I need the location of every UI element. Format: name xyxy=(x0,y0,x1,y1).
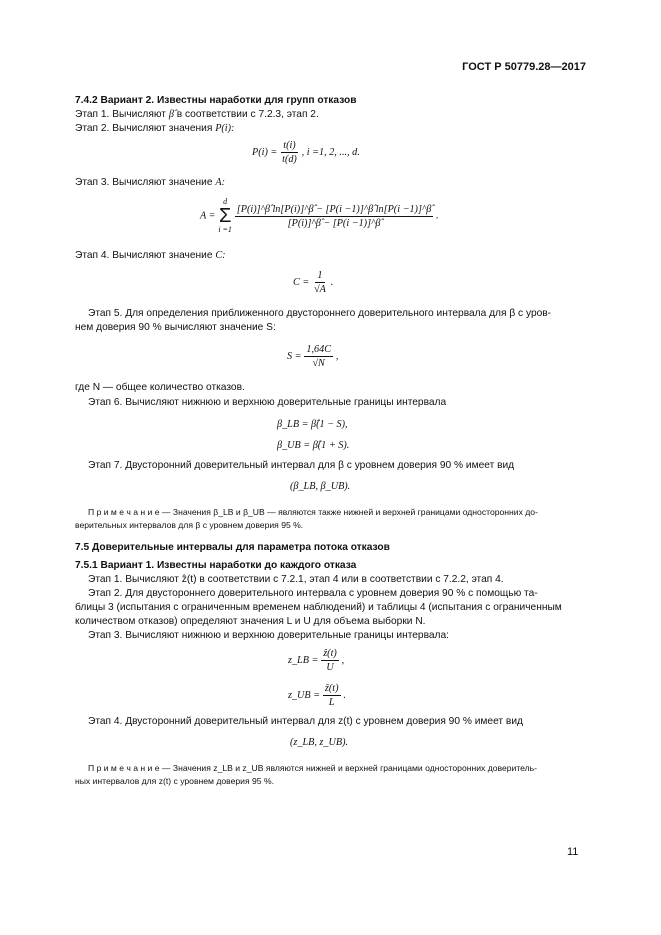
eq-s-lhs: S = xyxy=(287,351,302,363)
section-751-title: 7.5.1 Вариант 1. Известны наработки до каждого отказа xyxy=(75,560,357,571)
equation-a xyxy=(200,198,439,234)
equation-beta-ub: β_UB = β̂(1 + S). xyxy=(277,440,350,451)
eq-zlb-denominator: U xyxy=(326,662,334,673)
step3-line xyxy=(75,177,225,188)
eq-zub-fraction xyxy=(323,683,341,708)
sum-upper: d xyxy=(223,197,228,206)
step2-751-line3: количеством отказов) определяют значения L и U для объема выборки N. xyxy=(75,616,426,627)
step1-line xyxy=(75,109,319,120)
eq-s-tail: , xyxy=(335,351,339,363)
note-742-line2: верительных интервалов для β с уровнем доверия 95 %. xyxy=(75,520,304,530)
step1-text: Этап 1. Вычисляют xyxy=(75,109,166,120)
step7-line: Этап 7. Двусторонний доверительный интервал для β с уровнем доверия 90 % имеет вид xyxy=(88,460,515,471)
note-751-label: П р и м е ч а н и е xyxy=(88,763,160,773)
step2-751-line1: Этап 2. Для двустороннего доверительного интервала с уровнем доверия 90 % с помощью та- xyxy=(88,588,538,599)
eq-zlb-numerator: ẑ(t) xyxy=(323,648,337,659)
step5-line1: Этап 5. Для определения приближенного двустороннего доверительного интервала для β с уров- xyxy=(88,308,552,319)
eq-s-numerator: 1,64C xyxy=(306,344,331,355)
note-751-text: — Значения z_LB и z_UB являются нижней и верхней границами односторонних доверитель- xyxy=(161,763,538,773)
eq-p-lhs: P(i) = xyxy=(252,147,278,159)
note-742-line1 xyxy=(88,507,538,517)
note-751-line2: ных интервалов для z(t) с уровнем доверия 95 %. xyxy=(75,776,274,786)
eq-p-fraction xyxy=(280,140,299,165)
eq-zub-numerator: ẑ(t) xyxy=(324,683,339,694)
eq-a-denominator: [P(i)]^β̂ − [P(i −1)]^β̂ xyxy=(287,217,381,229)
step4-line xyxy=(75,250,226,261)
equation-z-lb xyxy=(288,648,344,673)
step2-751-line2: блицы 3 (испытания с ограниченным временем наблюдений) и таблицы 4 (испытания с ограниченным xyxy=(75,602,562,613)
step2-symbol: P(i): xyxy=(215,123,235,134)
eq-a-sum xyxy=(218,198,232,234)
eq-zlb-lhs: z_LB = xyxy=(288,655,319,667)
step4-text: Этап 4. Вычисляют значение xyxy=(75,250,213,261)
step3-text: Этап 3. Вычисляют значение xyxy=(75,177,213,188)
eq-a-tail: . xyxy=(436,210,439,222)
eq-zlb-fraction xyxy=(321,648,339,673)
eq-s-fraction xyxy=(304,344,333,369)
beta-hat-symbol: β̂ xyxy=(168,109,174,120)
eq-a-numerator: [P(i)]^β̂ ln[P(i)]^β̂ − [P(i −1)]^β̂ ln[P(i −1)]^β̂ xyxy=(236,203,432,215)
where-n-text: где N — общее количество отказов. xyxy=(75,382,245,393)
equation-s xyxy=(287,344,338,369)
section-742-title: 7.4.2 Вариант 2. Известны наработки для групп отказов xyxy=(75,95,357,106)
step2-line xyxy=(75,123,234,134)
eq-p-numerator: t(i) xyxy=(283,140,296,151)
step4-751-line: Этап 4. Двусторонний доверительный интервал для z(t) с уровнем доверия 90 % имеет вид xyxy=(88,716,523,727)
note-751-line1 xyxy=(88,763,537,773)
step1-tail: в соответствии с 7.2.3, этап 2. xyxy=(176,109,319,120)
eq-c-denominator: √A xyxy=(314,284,326,295)
equation-c xyxy=(293,270,333,295)
equation-z-ub xyxy=(288,683,346,708)
eq-zub-denominator: L xyxy=(328,697,335,708)
eq-c-fraction xyxy=(312,270,328,295)
step5-line2: нем доверия 90 % вычисляют значение S: xyxy=(75,322,276,333)
equation-p-i xyxy=(252,140,360,165)
equation-beta-lb: β_LB = β̂(1 − S), xyxy=(277,419,348,430)
eq-a-fraction xyxy=(235,204,434,229)
eq-p-tail: , i =1, 2, ..., d. xyxy=(301,147,360,159)
eq-p-denominator: t(d) xyxy=(282,154,297,165)
step4-symbol: C: xyxy=(215,250,226,261)
eq-a-lhs: A = xyxy=(200,210,216,222)
eq-zub-tail: . xyxy=(343,690,346,702)
step3-symbol: A: xyxy=(215,177,225,188)
eq-zub-lhs: z_UB = xyxy=(288,690,321,702)
step1-751-line: Этап 1. Вычисляют ẑ(t) в соответствии с 7.2.1, этап 4 или в соответствии с 7.2.2, этап 4. xyxy=(88,574,504,585)
step6-line: Этап 6. Вычисляют нижнюю и верхнюю доверительные границы интервала xyxy=(88,397,447,408)
eq-c-lhs: C = xyxy=(293,277,310,289)
equation-beta-interval: (β_LB, β_UB). xyxy=(290,481,351,492)
note-742-text: — Значения β_LB и β_UB — являются также нижней и верхней границами односторонних до- xyxy=(161,507,538,517)
eq-c-numerator: 1 xyxy=(317,270,323,281)
section-75-title: 7.5 Доверительные интервалы для параметра потока отказов xyxy=(75,542,390,553)
page-number: 11 xyxy=(567,846,579,858)
eq-c-tail: . xyxy=(330,277,334,289)
note-742-label: П р и м е ч а н и е xyxy=(88,507,160,517)
equation-z-interval: (z_LB, z_UB). xyxy=(290,737,349,748)
document-code: ГОСТ Р 50779.28—2017 xyxy=(462,61,586,73)
sum-lower: i =1 xyxy=(218,225,232,234)
step2-text: Этап 2. Вычисляют значения xyxy=(75,123,213,134)
eq-zlb-tail: , xyxy=(341,655,345,667)
eq-s-denominator: √N xyxy=(312,358,325,369)
sum-sign: Σ xyxy=(218,205,232,227)
step3-751-line: Этап 3. Вычисляют нижнюю и верхнюю доверительные границы интервала: xyxy=(88,630,449,641)
